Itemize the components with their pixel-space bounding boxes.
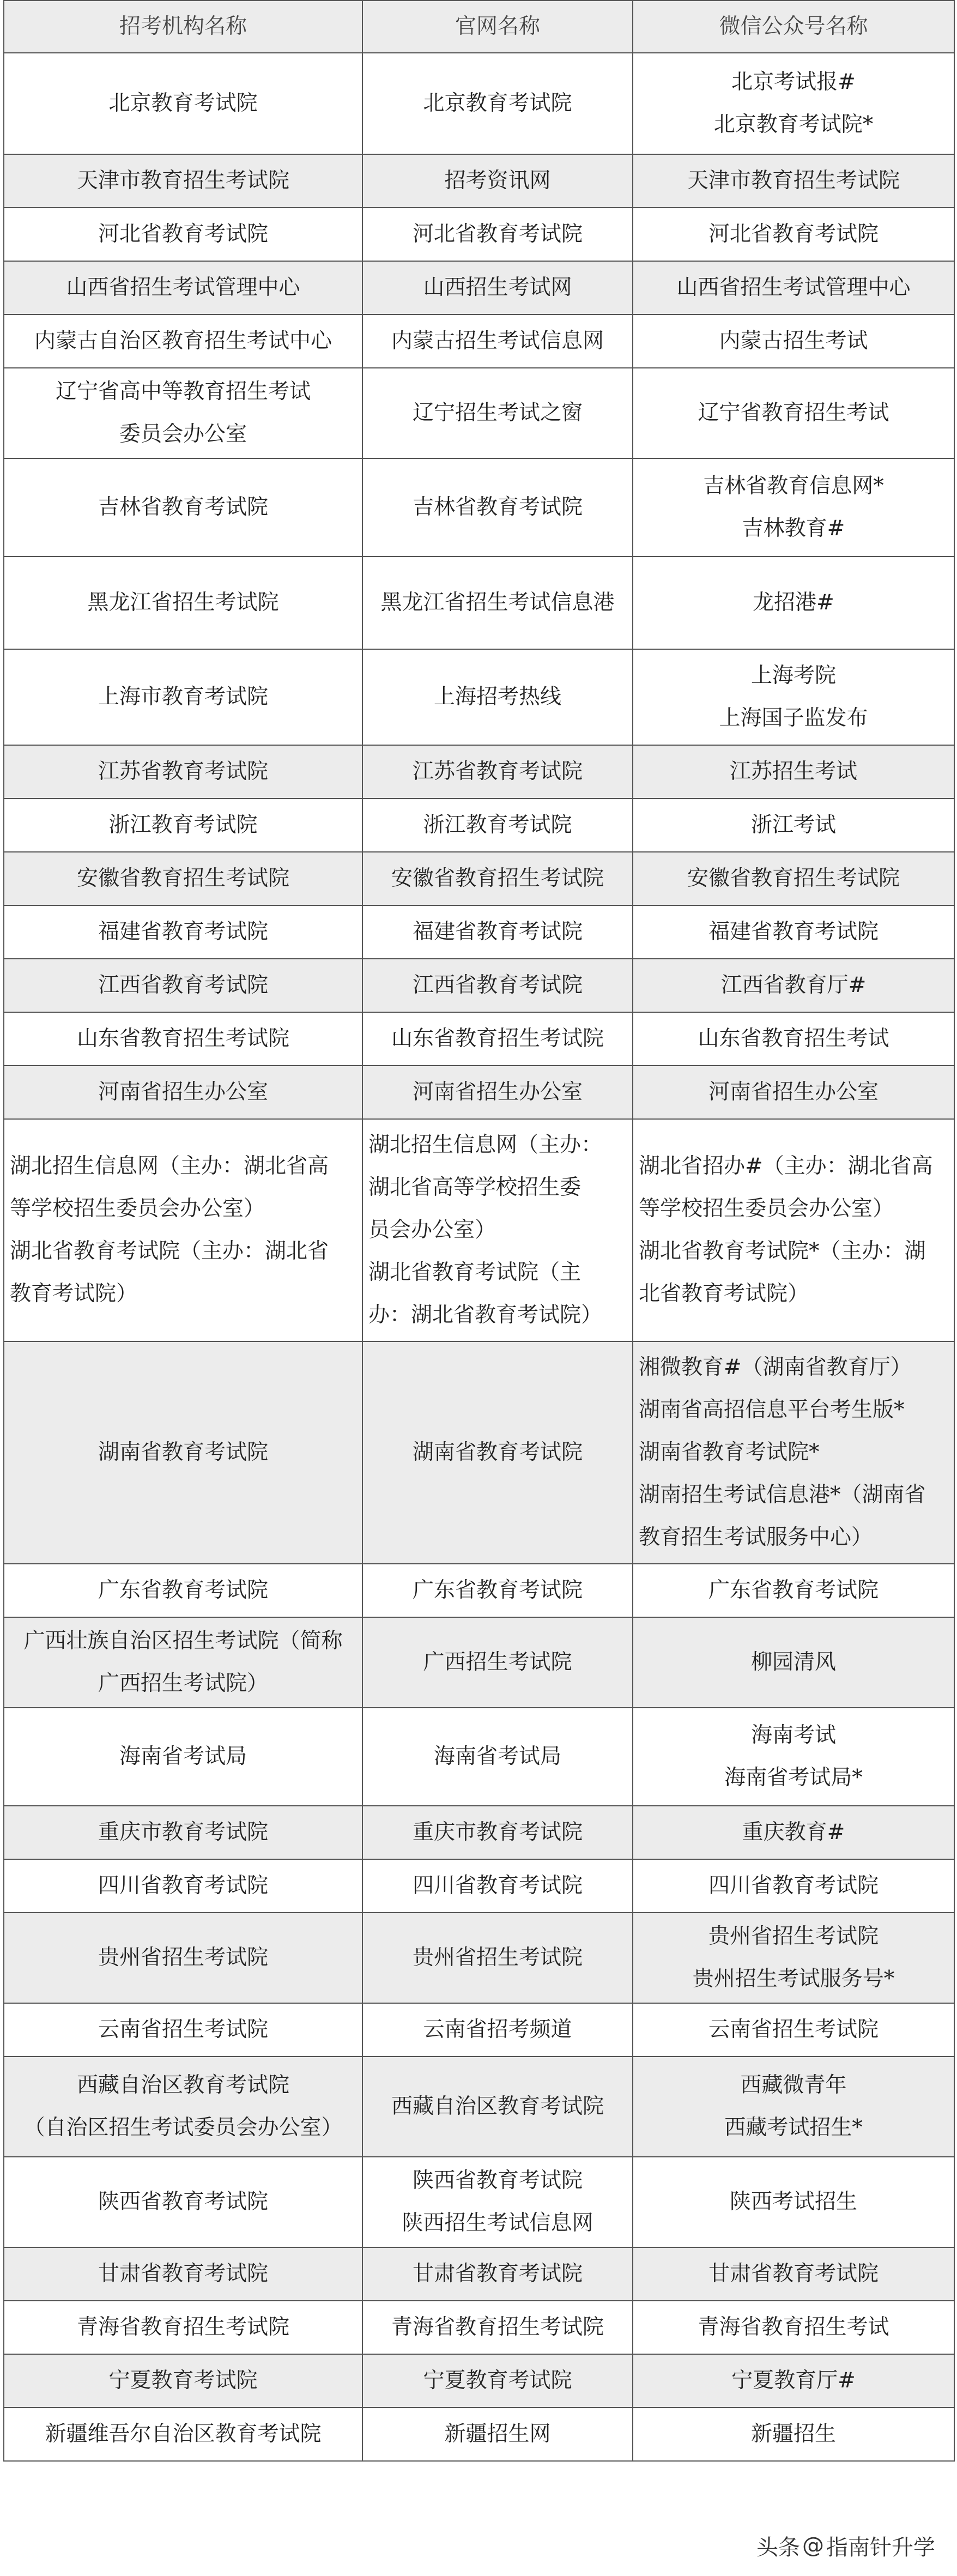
cell-line: 湖南省高招信息平台考生版* [639,1398,905,1422]
cell-org [4,799,362,852]
cell-org [4,1806,362,1859]
cell-line: 河北省教育考试院 [412,222,583,246]
cell-org [4,458,362,557]
cell-wechat [633,799,954,852]
header-wechat: 微信公众号名称 [633,1,954,53]
cell-line: 福建省教育考试院 [708,920,879,944]
cell-wechat [633,2247,954,2301]
cell-org [4,2354,362,2408]
cell-line: 北京考试报# [731,70,856,94]
cell-line: 海南省考试局* [724,1765,863,1790]
cell-wechat [633,745,954,799]
cell-line: 云南省招生考试院 [708,2017,879,2042]
cell-site [362,2157,633,2247]
cell-line: 龙招港# [753,590,834,615]
cell-site [362,1617,633,1708]
cell-wechat [633,368,954,458]
table-row [4,154,954,208]
cell-line: 安徽省教育招生考试院 [76,866,289,891]
cell-site [362,1341,633,1564]
cell-line: 贵州省招生考试院 [98,1945,268,1970]
cell-line: 委员会办公室 [119,422,247,446]
cell-line: 教育考试院） [10,1281,138,1306]
cell-line: 吉林省教育信息网* [703,474,884,498]
cell-org [4,208,362,261]
cell-site [362,2301,633,2354]
cell-line: 陕西省教育考试院 [98,2190,268,2214]
cell-wechat [633,905,954,959]
cell-site [362,557,633,649]
table-row [4,1913,954,2003]
cell-site [362,2408,633,2461]
cell-site [362,53,633,154]
cell-line: 江苏省教育考试院 [412,759,583,784]
cell-line: 辽宁招生考试之窗 [412,401,583,425]
cell-wechat [633,1341,954,1564]
cell-site [362,1564,633,1617]
cell-line: 河南省招生办公室 [98,1080,268,1104]
cell-site [362,2354,633,2408]
table-row [4,959,954,1012]
cell-line: 等学校招生委员会办公室） [10,1196,265,1221]
table-row [4,53,954,154]
cell-org [4,959,362,1012]
table-row [4,1066,954,1119]
cell-wechat [633,1859,954,1913]
cell-site [362,1066,633,1119]
table-row [4,208,954,261]
cell-line: 浙江考试 [750,813,836,837]
cell-site [362,2247,633,2301]
cell-wechat [633,852,954,905]
cell-line: 湖北省教育考试院（主办：湖北省 [10,1239,329,1263]
cell-line: 内蒙古自治区教育招生考试中心 [34,329,332,353]
cell-line: 青海省教育招生考试院 [391,2315,604,2339]
table-row [4,1617,954,1708]
cell-line: 云南省招考频道 [423,2017,572,2042]
table-row [4,1708,954,1806]
cell-line: 甘肃省教育考试院 [412,2261,583,2286]
cell-line: 福建省教育考试院 [412,920,583,944]
cell-site [362,1708,633,1806]
cell-wechat [633,1708,954,1806]
cell-line: 湖南省教育考试院 [412,1440,583,1465]
cell-line: 新疆招生网 [444,2422,551,2446]
cell-wechat [633,1012,954,1066]
table-row [4,1806,954,1859]
cell-line: 湖南省教育考试院* [639,1440,820,1465]
cell-org [4,649,362,745]
cell-wechat [633,557,954,649]
cell-line: 吉林省教育考试院 [98,495,268,519]
cell-line: 四川省教育考试院 [412,1873,583,1898]
cell-line: 湖南省教育考试院 [98,1440,268,1465]
cell-site [362,368,633,458]
cell-wechat [633,1066,954,1119]
cell-org [4,53,362,154]
cell-line: 陕西省教育考试院 [412,2168,583,2193]
cell-line: 上海招考热线 [433,685,561,709]
cell-org [4,1708,362,1806]
cell-wechat [633,649,954,745]
cell-org [4,2003,362,2057]
cell-line: 宁夏教育考试院 [108,2368,258,2393]
cell-line: 河北省教育考试院 [98,222,268,246]
cell-line: 重庆市教育考试院 [412,1820,583,1845]
cell-line: 招考资讯网 [444,168,551,193]
cell-line: 陕西招生考试信息网 [402,2211,593,2235]
institution-table [3,0,955,2462]
cell-line: 河南省招生办公室 [412,1080,583,1104]
table-row [4,2247,954,2301]
cell-org [4,1119,362,1341]
table-row [4,1012,954,1066]
cell-line: 辽宁省高中等教育招生考试 [55,379,311,404]
cell-line: （自治区招生考试委员会办公室） [23,2115,343,2140]
cell-line: 北省教育考试院） [639,1281,809,1306]
cell-site [362,905,633,959]
cell-line: 青海省教育招生考试 [698,2315,889,2339]
at-icon: @ [802,2533,824,2558]
cell-line: 海南省考试局 [433,1744,561,1769]
table-row [4,1341,954,1564]
table-row [4,2157,954,2247]
table-header-row [4,1,954,53]
cell-line: 天津市教育招生考试院 [687,168,900,193]
cell-site [362,2057,633,2157]
cell-line: 黑龙江省招生考试院 [87,590,279,615]
cell-line: 青海省教育招生考试院 [76,2315,289,2339]
cell-line: 新疆招生 [750,2422,836,2446]
cell-wechat [633,2003,954,2057]
cell-line: 办：湖北省教育考试院） [368,1303,603,1327]
cell-wechat [633,315,954,368]
table-row [4,458,954,557]
table-row [4,2057,954,2157]
cell-line: 西藏考试招生* [724,2115,863,2140]
cell-line: 贵州省招生考试院 [708,1924,879,1949]
cell-line: 湖北省教育考试院（主 [368,1260,582,1285]
cell-line: 浙江教育考试院 [423,813,572,837]
cell-org [4,261,362,315]
cell-line: 安徽省教育招生考试院 [687,866,900,891]
cell-line: 广东省教育考试院 [708,1578,879,1603]
cell-line: 广西招生考试院 [423,1650,572,1674]
cell-line: 教育招生考试服务中心） [639,1525,873,1550]
cell-site [362,1119,633,1341]
table-row [4,368,954,458]
cell-line: 安徽省教育招生考试院 [391,866,604,891]
cell-line: 湖北省高等学校招生委 [368,1175,582,1200]
cell-wechat [633,154,954,208]
cell-org [4,1617,362,1708]
cell-site [362,208,633,261]
cell-line: 重庆市教育考试院 [98,1820,268,1845]
table-row [4,1564,954,1617]
cell-wechat [633,2354,954,2408]
table-row [4,2301,954,2354]
cell-line: 北京教育考试院 [423,91,572,116]
cell-line: 宁夏教育考试院 [423,2368,572,2393]
cell-line: 广东省教育考试院 [98,1578,268,1603]
cell-line: 内蒙古招生考试 [719,329,868,353]
cell-org [4,2247,362,2301]
cell-site [362,799,633,852]
cell-line: 湖北招生信息网（主办： [368,1133,603,1157]
cell-wechat [633,2301,954,2354]
cell-line: 贵州招生考试服务号* [692,1967,895,1991]
cell-line: 湖北省招办#（主办：湖北省高 [639,1154,933,1178]
cell-line: 四川省教育考试院 [98,1873,268,1898]
cell-line: 山西省招生考试管理中心 [66,275,300,300]
cell-org [4,1564,362,1617]
cell-line: 吉林省教育考试院 [412,495,583,519]
cell-org [4,1341,362,1564]
cell-line: 甘肃省教育考试院 [98,2261,268,2286]
header-site: 官网名称 [362,1,633,53]
watermark-author: 指南针升学 [826,2535,935,2560]
cell-org [4,1066,362,1119]
table-row [4,2003,954,2057]
cell-line: 广西招生考试院） [98,1671,268,1696]
cell-line: 陕西考试招生 [729,2190,857,2214]
cell-line: 内蒙古招生考试信息网 [391,329,604,353]
cell-wechat [633,1806,954,1859]
cell-org [4,1012,362,1066]
watermark-prefix: 头条 [756,2535,800,2560]
cell-line: 江西省教育厅# [720,973,867,997]
toutiao-watermark [756,2526,935,2565]
cell-line: 山东省教育招生考试 [698,1026,889,1051]
cell-line: 湖北招生信息网（主办：湖北省高 [10,1154,329,1178]
cell-line: 等学校招生委员会办公室） [639,1196,894,1221]
table-row [4,905,954,959]
cell-line: 贵州省招生考试院 [412,1945,583,1970]
cell-wechat [633,959,954,1012]
cell-line: 四川省教育考试院 [708,1873,879,1898]
cell-line: 浙江教育考试院 [108,813,258,837]
cell-line: 江苏省教育考试院 [98,759,268,784]
cell-wechat [633,1564,954,1617]
cell-org [4,154,362,208]
cell-site [362,2003,633,2057]
table-row [4,2354,954,2408]
cell-site [362,1806,633,1859]
cell-org [4,557,362,649]
cell-site [362,315,633,368]
cell-site [362,1913,633,2003]
header-org: 招考机构名称 [4,1,362,53]
cell-org [4,2301,362,2354]
cell-wechat [633,208,954,261]
cell-line: 上海考院 [750,663,836,688]
cell-line: 云南省招生考试院 [98,2017,268,2042]
cell-line: 河北省教育考试院 [708,222,879,246]
cell-line: 西藏微青年 [740,2073,847,2097]
cell-line: 江西省教育考试院 [412,973,583,997]
table-row [4,745,954,799]
cell-org [4,315,362,368]
cell-line: 重庆教育# [742,1820,845,1845]
cell-line: 新疆维吾尔自治区教育考试院 [45,2422,322,2446]
cell-line: 上海市教育考试院 [98,685,268,709]
cell-line: 湘微教育#（湖南省教育厅） [639,1355,912,1380]
cell-line: 海南考试 [750,1723,836,1747]
cell-org [4,745,362,799]
cell-site [362,959,633,1012]
cell-site [362,745,633,799]
cell-org [4,2157,362,2247]
cell-line: 辽宁省教育招生考试 [698,401,889,425]
cell-site [362,1859,633,1913]
cell-line: 甘肃省教育考试院 [708,2261,879,2286]
cell-line: 山西招生考试网 [423,275,572,300]
cell-line: 江苏招生考试 [729,759,857,784]
cell-line: 山东省教育招生考试院 [391,1026,604,1051]
cell-line: 山西省招生考试管理中心 [676,275,911,300]
cell-wechat [633,53,954,154]
cell-line: 广东省教育考试院 [412,1578,583,1603]
cell-site [362,261,633,315]
cell-org [4,2408,362,2461]
table-row [4,261,954,315]
cell-wechat [633,1617,954,1708]
cell-site [362,649,633,745]
cell-org [4,852,362,905]
cell-line: 天津市教育招生考试院 [76,168,289,193]
cell-line: 柳园清风 [750,1650,836,1674]
table-row [4,1119,954,1341]
cell-line: 山东省教育招生考试院 [76,1026,289,1051]
cell-site [362,852,633,905]
cell-line: 西藏自治区教育考试院 [76,2073,289,2097]
cell-line: 黑龙江省招生考试信息港 [380,590,615,615]
cell-line: 宁夏教育厅# [731,2368,856,2393]
cell-line: 湖北省教育考试院*（主办：湖 [639,1239,926,1263]
cell-line: 上海国子监发布 [719,706,868,730]
cell-line: 福建省教育考试院 [98,920,268,944]
cell-line: 广西壮族自治区招生考试院（简称 [23,1629,343,1653]
cell-wechat [633,1119,954,1341]
cell-line: 河南省招生办公室 [708,1080,879,1104]
cell-site [362,458,633,557]
cell-line: 北京教育考试院 [108,91,258,116]
cell-line: 湖南招生考试信息港*（湖南省 [639,1483,926,1507]
cell-wechat [633,2157,954,2247]
table-row [4,852,954,905]
table-row [4,557,954,649]
cell-org [4,368,362,458]
cell-org [4,1859,362,1913]
cell-line: 北京教育考试院* [713,112,874,137]
cell-line: 西藏自治区教育考试院 [391,2094,604,2119]
cell-line: 吉林教育# [742,516,845,541]
cell-org [4,905,362,959]
cell-site [362,154,633,208]
table-row [4,1859,954,1913]
table-row [4,799,954,852]
cell-wechat [633,2408,954,2461]
table-row [4,315,954,368]
cell-line: 江西省教育考试院 [98,973,268,997]
table-row [4,649,954,745]
cell-wechat [633,261,954,315]
cell-wechat [633,1913,954,2003]
table-row [4,2408,954,2461]
cell-wechat [633,458,954,557]
cell-site [362,1012,633,1066]
cell-org [4,2057,362,2157]
cell-line: 员会办公室） [368,1218,496,1242]
cell-wechat [633,2057,954,2157]
cell-line: 海南省考试局 [119,1744,247,1769]
cell-org [4,1913,362,2003]
